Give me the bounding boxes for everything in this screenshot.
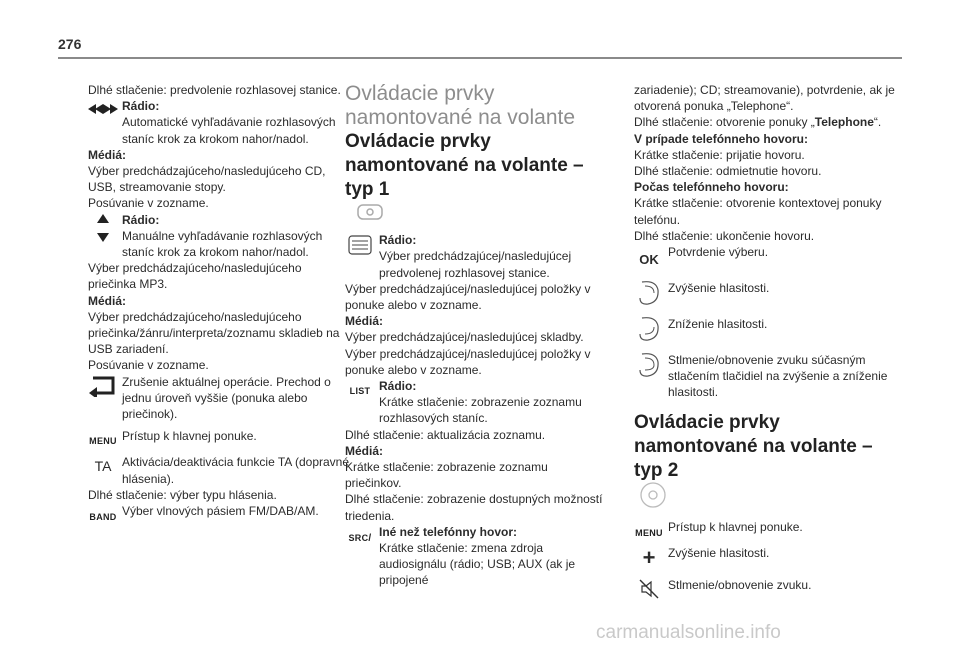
list-media-heading: Médiá: bbox=[345, 443, 384, 458]
updown-radio-heading: Rádio: bbox=[122, 212, 160, 227]
column-2 bbox=[345, 82, 607, 589]
mute2-block bbox=[634, 577, 896, 593]
mute-buttons-icon bbox=[634, 352, 664, 378]
column-1 bbox=[88, 82, 350, 523]
telephone-long-bold: Telephone bbox=[814, 115, 874, 130]
src-icon-label: SRC bbox=[348, 532, 369, 543]
plus-text: Zvýšenie hlasitosti. bbox=[668, 546, 770, 561]
mute-block bbox=[634, 352, 896, 401]
list-radio-heading: Rádio: bbox=[379, 379, 417, 394]
wheel-radio-heading: Rádio: bbox=[379, 233, 417, 248]
long-press-preset: Dlhé stlačenie: predvolenie rozhlasovej stanice. bbox=[88, 83, 341, 97]
menu-block bbox=[88, 428, 350, 447]
seek-arrows-icon bbox=[88, 104, 118, 114]
media-list-text: Posúvanie v zozname. bbox=[88, 196, 209, 211]
ta-text: Aktivácia/deaktivácia funkcie TA (dopravné hlásenia). bbox=[122, 455, 350, 486]
updown-radio-text: Manuálne vyhľadávanie rozhlasových staníc krok za krokom nahor/nadol. bbox=[122, 228, 323, 260]
media-text: Výber predchádzajúceho/nasledujúceho CD, USB, streamovanie stopy. bbox=[88, 164, 326, 195]
call-heading: V prípade telefónneho hovoru: bbox=[634, 131, 809, 146]
seek-block bbox=[88, 98, 350, 147]
menu2-block bbox=[634, 519, 896, 538]
vol-up-text: Zvýšenie hlasitosti. bbox=[668, 281, 770, 296]
wheel-radio-list: Výber predchádzajúcej/nasledujúcej položky v ponuke alebo v zozname. bbox=[345, 281, 591, 313]
wheel-media-heading: Médiá: bbox=[345, 314, 384, 329]
during-call-short: Krátke stlačenie: otvorenie kontextovej ponuky telefónu. bbox=[634, 196, 882, 227]
band-icon: BAND bbox=[89, 512, 117, 523]
list-icon: LIST bbox=[349, 386, 371, 397]
ok-icon: OK bbox=[639, 252, 659, 268]
telephone-long-suffix: “. bbox=[873, 115, 882, 130]
src-continuation: zariadenie); CD; streamovanie), potvrdenie, ak je otvorená ponuka „Telephone“. bbox=[634, 83, 895, 114]
steering-wheel-icon bbox=[357, 202, 607, 226]
wheel-media-list: Výber predchádzajúcej/nasledujúcej položky v ponuke alebo v zozname. bbox=[345, 346, 591, 377]
ok-block bbox=[634, 244, 896, 274]
thumbwheel-icon bbox=[345, 235, 375, 255]
telephone-long-prefix: Dlhé stlačenie: otvorenie ponuky „ bbox=[634, 115, 815, 130]
updown-block bbox=[88, 212, 350, 261]
column-3 bbox=[634, 82, 896, 593]
band-block bbox=[88, 503, 350, 523]
vol-down-block bbox=[634, 316, 896, 346]
mute-text: Stlmenie/obnovenie zvuku súčasným stlačením tlačidiel na zvýšenie a zníženie hlasitosti. bbox=[668, 353, 888, 400]
updown-radio-extra: Výber predchádzajúceho/nasledujúceho priečinka MP3. bbox=[88, 261, 302, 292]
media-text-2: Výber predchádzajúceho/nasledujúceho priečinka/žánru/interpreta/zoznamu skladieb na USB zariadení. bbox=[88, 309, 340, 357]
menu2-text: Prístup k hlavnej ponuke. bbox=[668, 519, 803, 534]
list-radio-long: Dlhé stlačenie: aktualizácia zoznamu. bbox=[345, 427, 546, 442]
mute2-text: Stlmenie/obnovenie zvuku. bbox=[668, 578, 812, 593]
ta-long-text: Dlhé stlačenie: výber typu hlásenia. bbox=[88, 487, 277, 502]
list-media-text: Krátke stlačenie: zobrazenie zoznamu priečinkov. bbox=[345, 460, 548, 491]
src-block bbox=[345, 524, 607, 589]
media-heading-2: Médiá: bbox=[88, 293, 127, 308]
call-short: Krátke stlačenie: prijatie hovoru. bbox=[634, 147, 805, 162]
back-text: Zrušenie aktuálnej operácie. Prechod o jednu úroveň vyššie (ponuka alebo priečinok). bbox=[122, 374, 331, 422]
type2-heading: Ovládacie prvky namontované na volante – typ 2 bbox=[634, 411, 873, 481]
page-number: 276 bbox=[58, 36, 82, 52]
back-block bbox=[88, 374, 350, 423]
list-media-long: Dlhé stlačenie: zobrazenie dostupných možností triedenia. bbox=[345, 492, 603, 523]
menu-text: Prístup k hlavnej ponuke. bbox=[122, 429, 257, 444]
vol-up-block bbox=[634, 280, 896, 310]
vol-down-text: Zníženie hlasitosti. bbox=[668, 317, 768, 332]
wheel-media-text: Výber predchádzajúcej/nasledujúcej skladby. bbox=[345, 330, 584, 345]
src-heading: Iné než telefónny hovor: bbox=[379, 524, 518, 539]
call-long: Dlhé stlačenie: odmietnutie hovoru. bbox=[634, 164, 822, 179]
mute-speaker-icon bbox=[634, 579, 664, 599]
seek-radio-heading: Rádio: bbox=[122, 99, 160, 114]
plus-block bbox=[634, 545, 896, 571]
ta-icon: TA bbox=[94, 458, 112, 475]
up-down-arrows-icon bbox=[88, 214, 118, 242]
watermark: carmanualsonline.info bbox=[596, 622, 781, 643]
volume-down-button-icon bbox=[634, 316, 664, 342]
section-title: Ovládacie prvky namontované na volante bbox=[345, 82, 576, 129]
volume-up-button-icon bbox=[634, 280, 664, 306]
during-call-heading: Počas telefónneho hovoru: bbox=[634, 180, 789, 195]
src-phone-icon: SRC/ bbox=[348, 532, 372, 544]
type1-heading: Ovládacie prvky namontované na volante – typ 1 bbox=[345, 131, 584, 200]
media-heading: Médiá: bbox=[88, 147, 127, 162]
back-arrow-icon bbox=[88, 375, 118, 397]
band-text: Výber vlnových pásiem FM/DAB/AM. bbox=[122, 504, 319, 519]
wheel-radio-text: Výber predchádzajúcej/nasledujúcej predvolenej rozhlasovej stanice. bbox=[379, 249, 572, 280]
ok-text: Potvrdenie výberu. bbox=[668, 245, 769, 260]
ta-block bbox=[88, 454, 350, 486]
list-block bbox=[345, 378, 607, 427]
plus-icon: + bbox=[642, 545, 656, 571]
steering-wheel-type2-icon bbox=[638, 481, 896, 513]
menu-icon: MENU bbox=[89, 436, 117, 447]
list-radio-text: Krátke stlačenie: zobrazenie zoznamu rozhlasových staníc. bbox=[379, 395, 582, 426]
src-text: Krátke stlačenie: zmena zdroja audiosignálu (rádio; USB; AUX (ak je pripojené bbox=[379, 541, 576, 588]
telephone-long-press bbox=[634, 114, 896, 130]
wheel-radio-block bbox=[345, 232, 607, 281]
menu-icon-2: MENU bbox=[635, 527, 663, 538]
media-list-text-2: Posúvanie v zozname. bbox=[88, 358, 209, 373]
during-call-long: Dlhé stlačenie: ukončenie hovoru. bbox=[634, 228, 815, 243]
seek-radio-text: Automatické vyhľadávanie rozhlasových staníc krok za krokom nahor/nadol. bbox=[122, 115, 336, 146]
header-divider bbox=[58, 57, 902, 59]
